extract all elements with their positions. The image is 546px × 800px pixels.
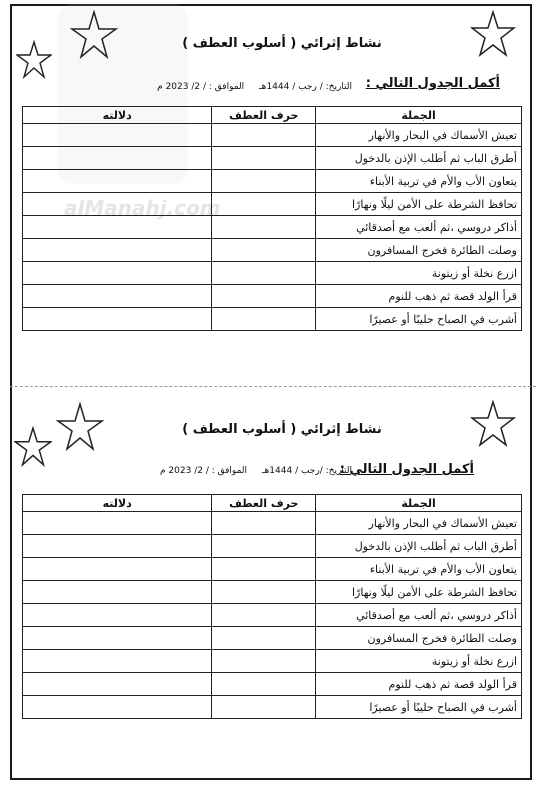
worksheet-top	[12, 6, 530, 386]
star-icon	[14, 426, 52, 468]
table-row	[23, 193, 522, 216]
sentence-cell: تحافظ الشرطة على الأمن ليلًا ونهارًا	[316, 193, 522, 216]
table-row	[23, 650, 522, 673]
meaning-cell[interactable]	[23, 285, 212, 308]
sentence-cell: أطرق الباب ثم أطلب الإذن بالدخول	[316, 535, 522, 558]
letter-cell[interactable]	[212, 650, 316, 673]
table-row	[23, 558, 522, 581]
letter-cell[interactable]	[212, 558, 316, 581]
header-meaning: دلالته	[23, 495, 212, 512]
sentence-cell: ازرع نخلة أو زيتونة	[316, 650, 522, 673]
star-icon	[470, 400, 516, 448]
header-sentence: الجملة	[316, 107, 522, 124]
table-row	[23, 170, 522, 193]
header-letter: حرف العطف	[212, 107, 316, 124]
sentence-cell: وصلت الطائرة فخرج المسافرون	[316, 239, 522, 262]
date-hijri: التاريخ: /رجب / 1444هـ	[261, 466, 352, 476]
sentence-cell: تعيش الأسماك في البحار والأنهار	[316, 124, 522, 147]
table-header-row	[23, 495, 522, 512]
letter-cell[interactable]	[212, 512, 316, 535]
meaning-cell[interactable]	[23, 604, 212, 627]
sentence-cell: أذاكر دروسي ،ثم ألعب مع أصدقائي	[316, 604, 522, 627]
sentence-cell: أطرق الباب ثم أطلب الإذن بالدخول	[316, 147, 522, 170]
instruction: أكمل الجدول التالي :	[339, 462, 474, 477]
meaning-cell[interactable]	[23, 558, 212, 581]
meaning-cell[interactable]	[23, 650, 212, 673]
table-row	[23, 308, 522, 331]
worksheet-bottom	[12, 392, 530, 772]
worksheet-title: نشاط إثرائي ( أسلوب العطف )	[182, 36, 382, 51]
date-gregorian: الموافق : / 2/ 2023 م	[159, 466, 248, 476]
table-row	[23, 147, 522, 170]
sentence-cell: وصلت الطائرة فخرج المسافرون	[316, 627, 522, 650]
header-meaning: دلالته	[23, 107, 212, 124]
meaning-cell[interactable]	[23, 170, 212, 193]
meaning-cell[interactable]	[23, 193, 212, 216]
letter-cell[interactable]	[212, 673, 316, 696]
sentence-cell: أشرب في الصباح حليبًا أو عصيرًا	[316, 308, 522, 331]
date-line	[52, 82, 352, 92]
star-icon	[56, 402, 104, 452]
letter-cell[interactable]	[212, 124, 316, 147]
table-header-row	[23, 107, 522, 124]
meaning-cell[interactable]	[23, 581, 212, 604]
sentence-cell: قرأ الولد قصة ثم ذهب للنوم	[316, 673, 522, 696]
meaning-cell[interactable]	[23, 308, 212, 331]
letter-cell[interactable]	[212, 262, 316, 285]
star-icon	[70, 10, 118, 60]
instruction: أكمل الجدول التالي :	[365, 76, 500, 91]
meaning-cell[interactable]	[23, 512, 212, 535]
star-icon	[470, 10, 516, 58]
letter-cell[interactable]	[212, 627, 316, 650]
meaning-cell[interactable]	[23, 239, 212, 262]
table-row	[23, 124, 522, 147]
sentence-cell: أذاكر دروسي ،ثم ألعب مع أصدقائي	[316, 216, 522, 239]
watermark-text: alManahj.com	[64, 196, 221, 220]
table-row	[23, 581, 522, 604]
header-letter: حرف العطف	[212, 495, 316, 512]
letter-cell[interactable]	[212, 170, 316, 193]
table-row	[23, 604, 522, 627]
letter-cell[interactable]	[212, 216, 316, 239]
table-row	[23, 262, 522, 285]
date-hijri: التاريخ: / رجب / 1444هـ	[259, 82, 352, 92]
sentence-cell: يتعاون الأب والأم في تربية الأبناء	[316, 170, 522, 193]
letter-cell[interactable]	[212, 193, 316, 216]
meaning-cell[interactable]	[23, 262, 212, 285]
meaning-cell[interactable]	[23, 673, 212, 696]
sentence-cell: يتعاون الأب والأم في تربية الأبناء	[316, 558, 522, 581]
cut-line-divider	[10, 386, 536, 387]
meaning-cell[interactable]	[23, 696, 212, 719]
meaning-cell[interactable]	[23, 627, 212, 650]
table-row	[23, 696, 522, 719]
exercise-table	[22, 106, 522, 331]
table-row	[23, 627, 522, 650]
meaning-cell[interactable]	[23, 535, 212, 558]
letter-cell[interactable]	[212, 147, 316, 170]
table-row	[23, 285, 522, 308]
sentence-cell: ازرع نخلة أو زيتونة	[316, 262, 522, 285]
star-icon	[16, 40, 52, 80]
table-row	[23, 239, 522, 262]
meaning-cell[interactable]	[23, 124, 212, 147]
sentence-cell: قرأ الولد قصة ثم ذهب للنوم	[316, 285, 522, 308]
letter-cell[interactable]	[212, 239, 316, 262]
sentence-cell: أشرب في الصباح حليبًا أو عصيرًا	[316, 696, 522, 719]
meaning-cell[interactable]	[23, 147, 212, 170]
table-row	[23, 535, 522, 558]
letter-cell[interactable]	[212, 285, 316, 308]
table-row	[23, 512, 522, 535]
letter-cell[interactable]	[212, 308, 316, 331]
date-gregorian: الموافق : / 2/ 2023 م	[157, 82, 245, 92]
sentence-cell: تعيش الأسماك في البحار والأنهار	[316, 512, 522, 535]
worksheet-title: نشاط إثرائي ( أسلوب العطف )	[182, 422, 382, 437]
header-sentence: الجملة	[316, 495, 522, 512]
sentence-cell: تحافظ الشرطة على الأمن ليلًا ونهارًا	[316, 581, 522, 604]
letter-cell[interactable]	[212, 581, 316, 604]
letter-cell[interactable]	[212, 604, 316, 627]
table-row	[23, 216, 522, 239]
meaning-cell[interactable]	[23, 216, 212, 239]
letter-cell[interactable]	[212, 535, 316, 558]
exercise-table	[22, 494, 522, 719]
table-row	[23, 673, 522, 696]
letter-cell[interactable]	[212, 696, 316, 719]
date-line	[52, 466, 352, 476]
